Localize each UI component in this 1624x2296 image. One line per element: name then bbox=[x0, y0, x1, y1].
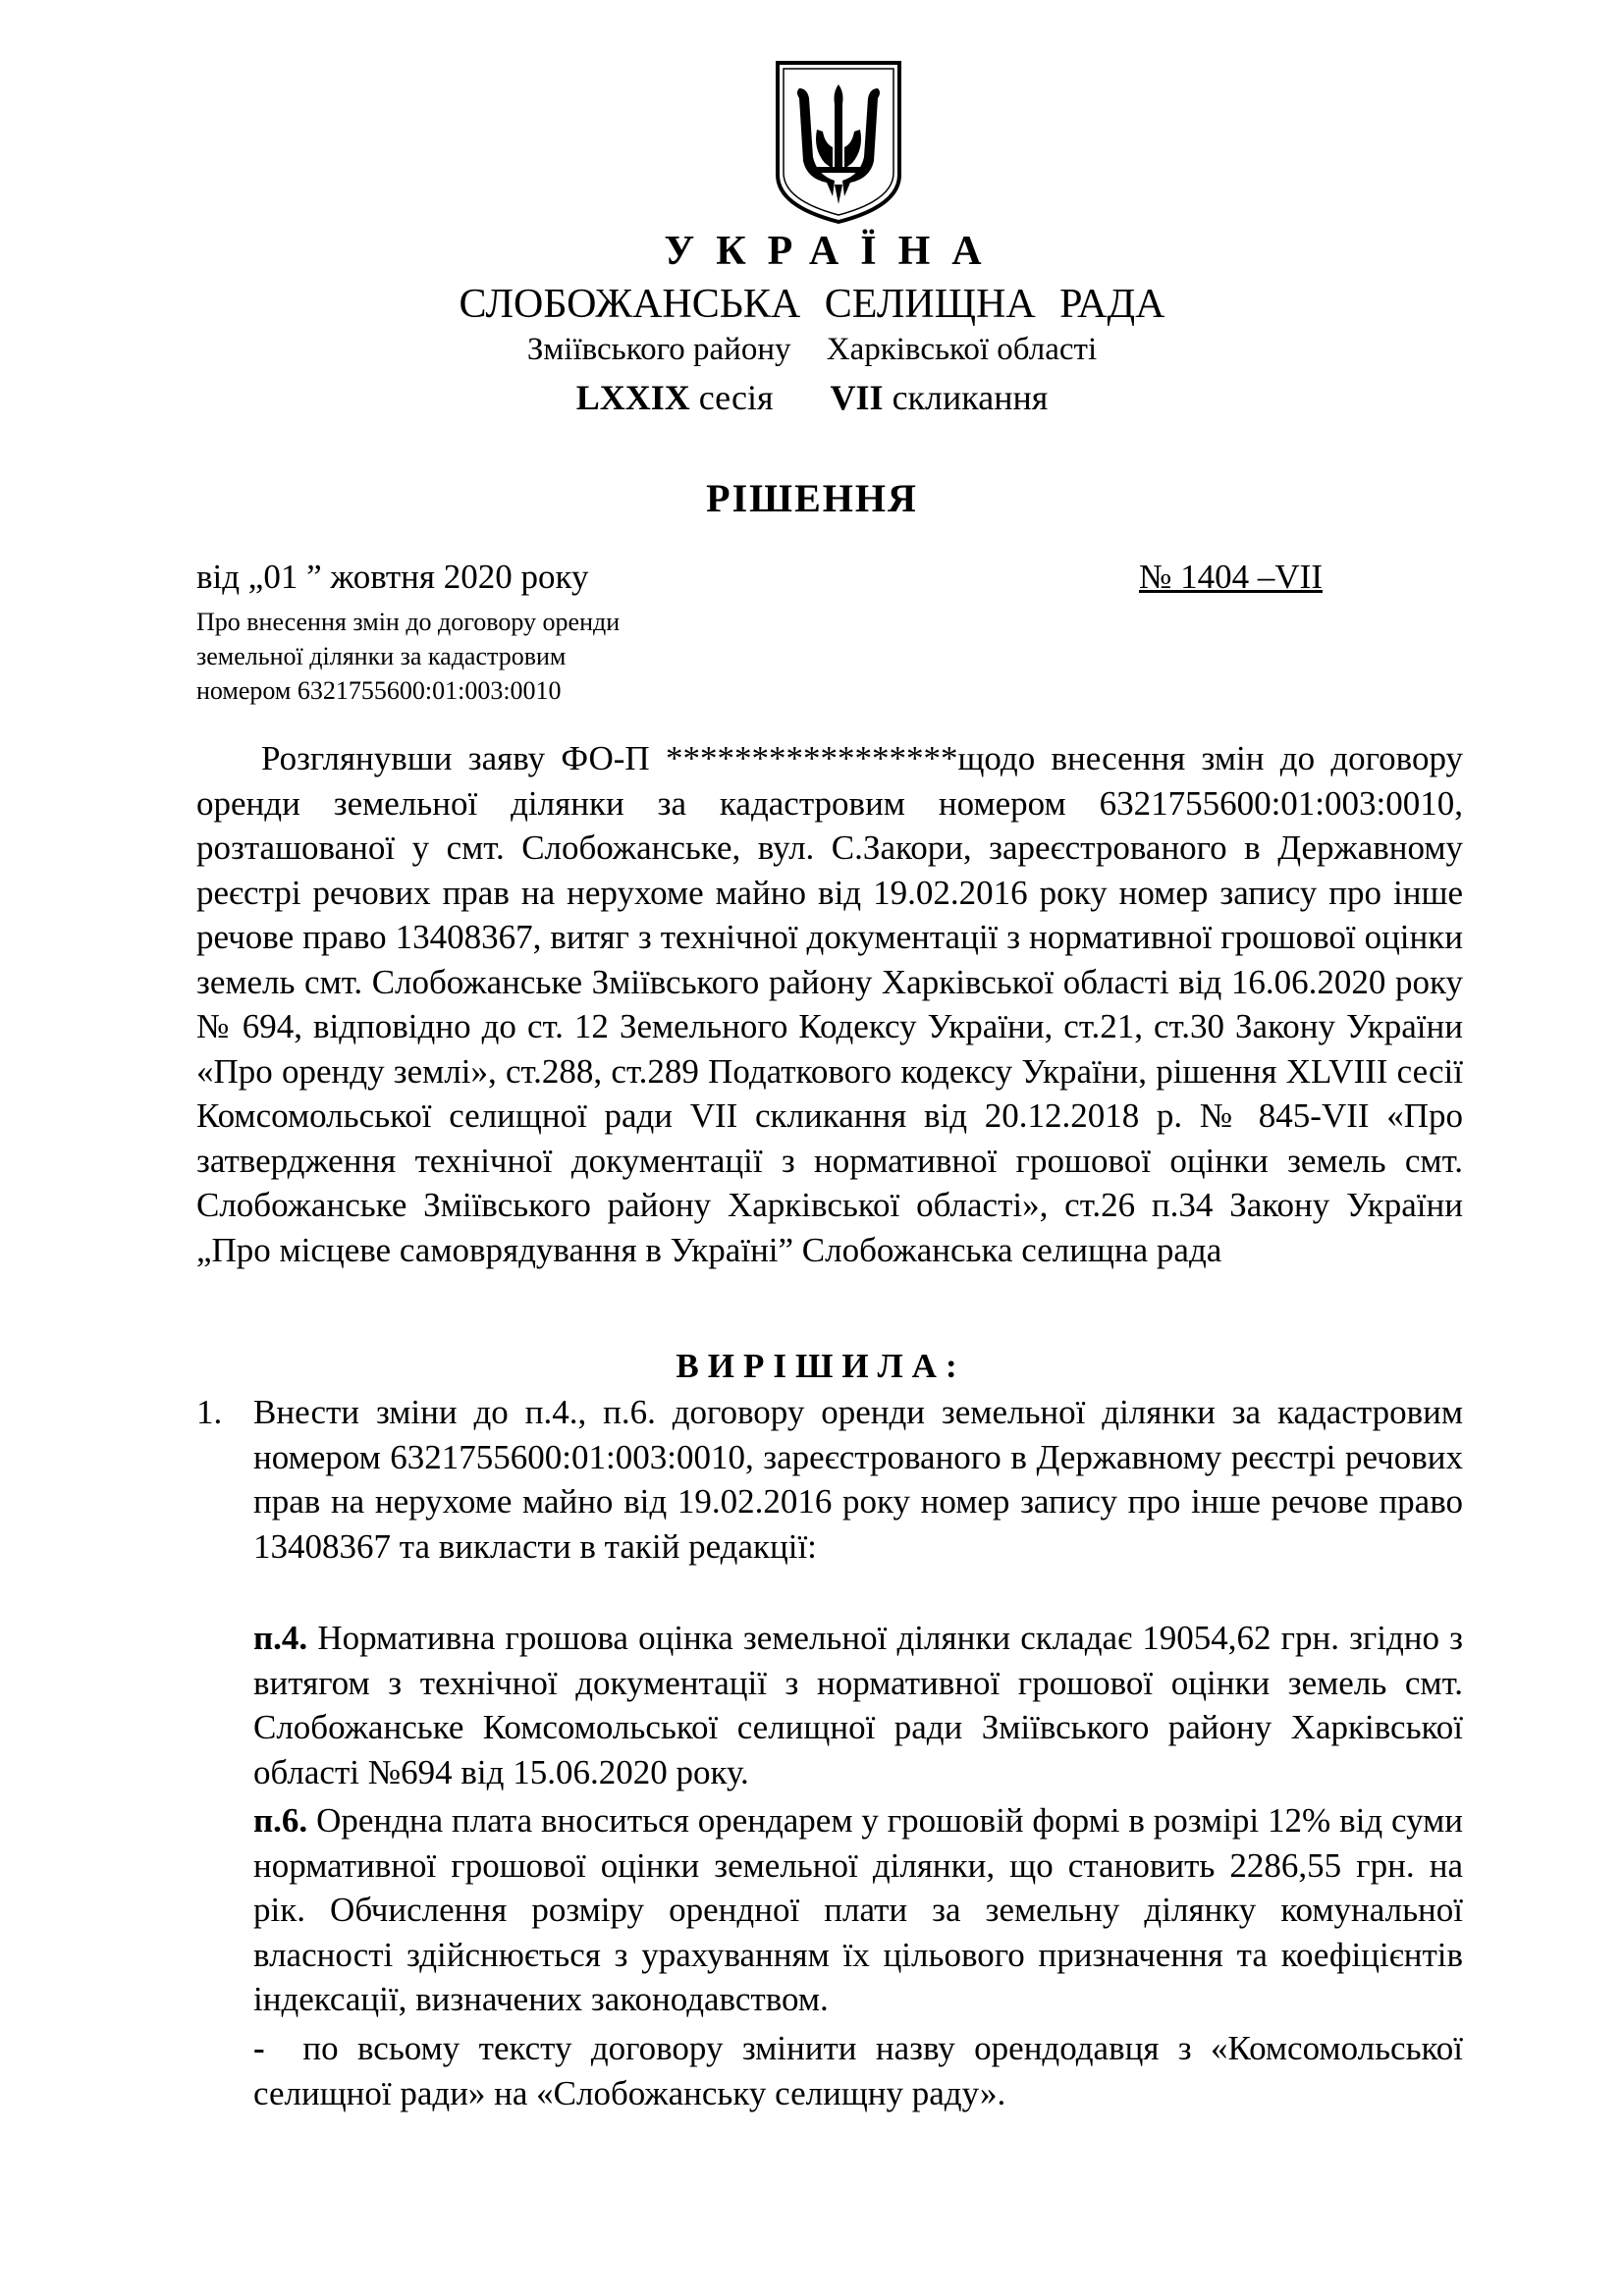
subject-line: Про внесення змін до договору оренди bbox=[196, 608, 621, 636]
convocation-word: скликання bbox=[892, 378, 1049, 417]
subject-line: номером 6321755600:01:003:0010 bbox=[196, 676, 562, 705]
resolution-item bbox=[196, 1390, 1463, 1569]
clause-p4-label: п.4. bbox=[253, 1619, 308, 1657]
decision-subject bbox=[196, 605, 620, 708]
item-number: 1. bbox=[196, 1393, 223, 1431]
convocation-roman: VII bbox=[830, 378, 884, 417]
district-name: Зміївського району bbox=[526, 332, 791, 367]
resolved-heading: ВИРІШИЛА: bbox=[676, 1347, 966, 1385]
clause-p6-label: п.6. bbox=[253, 1801, 308, 1840]
decision-date: від „01 ” жовтня 2020 року bbox=[196, 558, 589, 596]
session-line bbox=[0, 377, 1624, 418]
clause-rename-dash: - bbox=[253, 2029, 265, 2067]
clause-p4 bbox=[253, 1616, 1463, 1794]
session-roman: LXXIX bbox=[575, 378, 690, 417]
document-type: РІШЕННЯ bbox=[706, 476, 918, 520]
clause-p6 bbox=[253, 1798, 1463, 2022]
clause-rename-text: по всьому тексту договору змінити назву орендодавця з «Комсомольської селищної ради» на «Слобожанську селищну раду». bbox=[253, 2029, 1463, 2112]
council-name: СЛОБОЖАНСЬКА СЕЛИЩНА РАДА bbox=[459, 282, 1165, 327]
preamble-paragraph: Розглянувши заяву ФО-П *****************щодо внесення змін до договору оренди земельної ділянки за кадастровим номером 6321755600:01:003:0010, розташованої у смт. Слобожанське, вул. С.Закори, зареєстрованого в Державному реєстрі речових прав на нерухоме майно від 19.02.2016 року номер запису про інше речове право 13408367, витяг з технічної документації з нормативної грошової оцінки земель смт. Слобожанське Зміївського району Харківської області від 16.06.2020 року № 694, відповідно до ст. 12 Земельного Кодексу України, ст.21, ст.30 Закону України «Про оренду землі», ст.288, ст.289 Податкового кодексу України, рішення XLVIII сесії Комсомольської селищної ради VII скликання від 20.12.2018 р. № 845-VII «Про затвердження технічної документації з нормативної грошової оцінки земель смт. Слобожанське Зміївського району Харківської області», ст.26 п.34 Закону України „Про місцеве самоврядування в Україні” Слобожанська селищна рада bbox=[196, 739, 1463, 1269]
region-line bbox=[0, 332, 1624, 368]
subject-line: земельної ділянки за кадастровим bbox=[196, 642, 567, 670]
clause-p6-text: Орендна плата вноситься орендарем у грошовій формі в розмірі 12% від суми нормативної грошової оцінки земельної ділянки, що становить 2286,55 грн. на рік. Обчислення розміру орендної плати за земельну ділянку комунальної власності здійснюється з урахуванням їх цільового призначення та коефіцієнтів індексації, визначених законодавством. bbox=[253, 1801, 1464, 2018]
oblast-name: Харківської області bbox=[826, 332, 1098, 367]
clause-p4-text: Нормативна грошова оцінка земельної ділянки складає 19054,62 грн. згідно з витягом з технічної документації з нормативної грошової оцінки земель смт. Слобожанське Комсомольської селищної ради Зміївського району Харківської області №694 від 15.06.2020 року. bbox=[253, 1619, 1463, 1791]
clause-rename bbox=[253, 2026, 1463, 2115]
country-title: УКРАЇНА bbox=[664, 229, 1003, 274]
decision-number: № 1404 –VII bbox=[1139, 558, 1323, 596]
coat-of-arms-of-ukraine-icon bbox=[774, 59, 903, 226]
item-text: Внести зміни до п.4., п.6. договору оренди земельної ділянки за кадастровим номером 6321755600:01:003:0010, зареєстрованого в Державному реєстрі речових прав на нерухоме майно від 19.02.2016 року номер запису про інше речове право 13408367 та викласти в такій редакції: bbox=[253, 1393, 1463, 1566]
session-word: сесія bbox=[698, 378, 774, 417]
